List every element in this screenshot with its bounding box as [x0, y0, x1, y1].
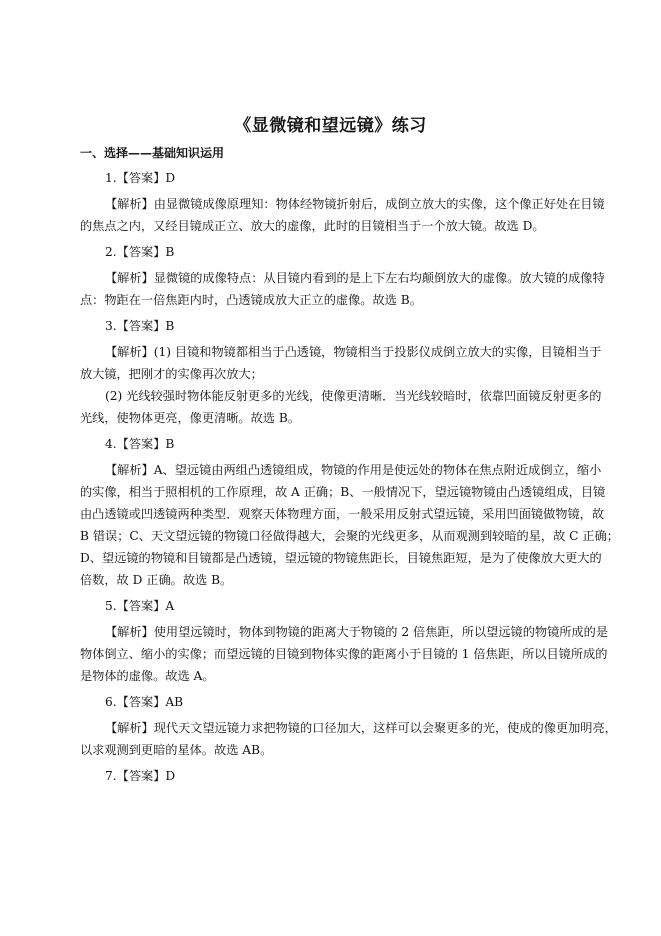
explanation-line: 点：物距在一倍焦距内时，凸透镜成放大正立的虚像。故选 B。	[80, 293, 422, 307]
explanation-line: 【解析】A、望远镜由两组凸透镜组成，物镜的作用是使远处的物体在焦点附近成倒立，缩小	[105, 463, 602, 477]
explanation-line: 以求观测到更暗的星体。故选 AB。	[80, 743, 273, 757]
explanation-line: 【解析】使用望远镜时，物体到物镜的距离大于物镜的 2 倍焦距，所以望远镜的物镜所成的是	[105, 625, 609, 639]
explanation-line: 的焦点之内，又经目镜成正立、放大的虚像，此时的目镜相当于一个放大镜。故选 D。	[80, 219, 545, 233]
explanation-line: 放大镜，把刚才的实像再次放大；	[80, 367, 263, 381]
explanation-line: 【解析】显微镜的成像特点：从目镜内看到的是上下左右均颠倒放大的虚像。放大镜的成像特	[105, 271, 605, 285]
answer-line: 3.【答案】B	[105, 319, 175, 333]
document-body	[80, 167, 619, 787]
explanation-line: 【解析】(1) 目镜和物镜都相当于凸透镜，物镜相当于投影仪成倒立放大的实像，目镜相当于	[105, 345, 602, 359]
answer-line: 4.【答案】B	[105, 437, 175, 451]
answer-line: 2.【答案】B	[105, 245, 175, 259]
answer-line: 5.【答案】A	[105, 599, 175, 613]
answer-line: 1.【答案】D	[105, 171, 176, 185]
explanation-line: 【解析】由显微镜成像原理知：物体经物镜折射后，成倒立放大的实像，这个像正好处在目镜	[105, 197, 605, 211]
answer-line: 6.【答案】AB	[105, 695, 184, 709]
explanation-line: (2) 光线较强时物体能反射更多的光线，使像更清晰．当光线较暗时，依靠凹面镜反射更多的	[105, 389, 602, 403]
document-title: 《显微镜和望远镜》练习	[234, 116, 427, 136]
explanation-line: D、望远镜的物镜和目镜都是凸透镜，望远镜的物镜焦距长，目镜焦距短，是为了使像放大更大的	[80, 551, 602, 565]
explanation-line: 是物体的虚像。故选 A。	[80, 669, 215, 683]
answer-line: 7.【答案】D	[105, 769, 176, 783]
explanation-line: 光线，使物体更亮，像更清晰。故选 B。	[80, 411, 301, 425]
explanation-line: 【解析】现代天文望远镜力求把物镜的口径加大，这样可以会聚更多的光，使成的像更加明亮，	[105, 721, 617, 735]
explanation-line: 的实像，相当于照相机的工作原理，故 A 正确；B、一般情况下，望远镜物镜由凸透镜组成，目镜	[80, 485, 606, 499]
section-heading: 一、选择——基础知识运用	[80, 146, 225, 160]
explanation-line: 物体倒立、缩小的实像；而望远镜的目镜到物体实像的距离小于目镜的 1 倍焦距，所以目镜所成的	[80, 647, 608, 661]
explanation-line: 倍数，故 D 正确。故选 B。	[80, 573, 233, 587]
explanation-line: 由凸透镜或凹透镜两种类型．观察天体物理方面，一般采用反射式望远镜，采用凹面镜做物镜，故	[80, 507, 605, 521]
explanation-line: B 错误；C、天文望远镜的物镜口径做得越大，会聚的光线更多，从而观测到较暗的星，故 C 正确；	[80, 529, 619, 543]
